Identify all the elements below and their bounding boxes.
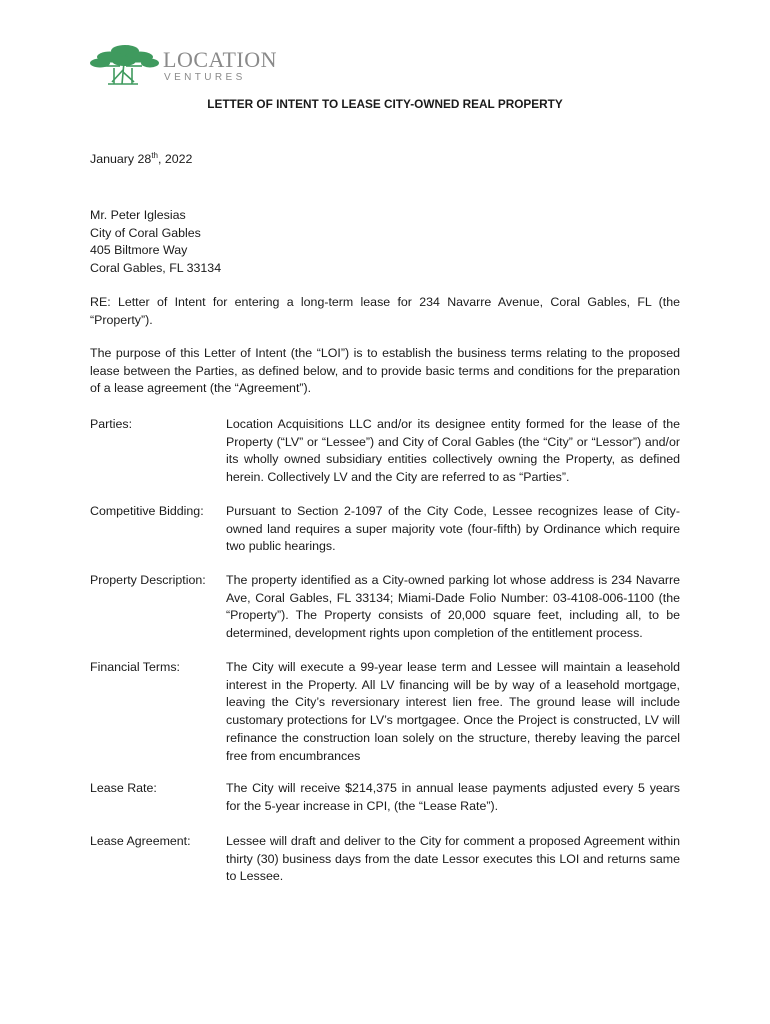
address-line: Coral Gables, FL 33134 bbox=[90, 261, 222, 276]
term-text: Lessee will draft and deliver to the City for comment a proposed Agreement within thirty (30) business days from the date Lessor executes this LOI and returns same to Lessee. bbox=[226, 834, 680, 884]
tree-icon bbox=[90, 42, 160, 87]
term-label: Parties: bbox=[90, 417, 133, 431]
logo-subtitle: VENTURES bbox=[164, 72, 246, 83]
term-label: Property Description: bbox=[90, 573, 206, 587]
term-label: Lease Rate: bbox=[90, 781, 157, 795]
term-label: Financial Terms: bbox=[90, 660, 180, 674]
recipient-address bbox=[90, 207, 221, 278]
letter-date: January 28th, 2022 bbox=[90, 150, 193, 166]
term-text: Pursuant to Section 2-1097 of the City Code, Lessee recognizes lease of City-owned land requires a super majority vote (four-fifth) by Ordinance which require two public hearings. bbox=[226, 504, 680, 554]
address-line: City of Coral Gables bbox=[90, 225, 201, 240]
term-text: The City will execute a 99-year lease term and Lessee will maintain a leasehold interest in the Property. All LV financing will be by way of a leasehold mortgage, leaving the City’s reversionary interest lien free. The ground lease will include customary protections for LV’s mortgagee. Once the Project is constructed, LV will refinance the construction loan solely on the structure, thereby leaving the parcel free from encumbrances bbox=[226, 660, 680, 763]
purpose-paragraph: The purpose of this Letter of Intent (the “LOI”) is to establish the business terms relating to the proposed lease between the Parties, as defined below, and to provide basic terms and conditions for the preparation of a lease agreement (the “Agreement”). bbox=[90, 346, 680, 396]
document-title: LETTER OF INTENT TO LEASE CITY-OWNED REAL PROPERTY bbox=[207, 97, 563, 111]
company-logo bbox=[90, 42, 290, 87]
re-line: RE: Letter of Intent for entering a long-term lease for 234 Navarre Avenue, Coral Gables, FL (the “Property”). bbox=[90, 295, 680, 327]
term-text: The property identified as a City-owned parking lot whose address is 234 Navarre Ave, Coral Gables, FL 33134; Miami-Dade Folio Number: 03-4108-006-1100 (the “Property”). The Property consists of 20,000 square feet, including all, to be determined, development rights upon completion of the entitlement process. bbox=[226, 573, 680, 641]
term-label: Competitive Bidding: bbox=[90, 504, 204, 518]
term-label: Lease Agreement: bbox=[90, 834, 191, 848]
term-text: The City will receive $214,375 in annual lease payments adjusted every 5 years for the 5-year increase in CPI, (the “Lease Rate”). bbox=[226, 781, 680, 813]
term-text: Location Acquisitions LLC and/or its designee entity formed for the lease of the Property (“LV” or “Lessee”) and City of Coral Gables (the “City” or “Lessor”) and/or its wholly owned subsidiary entities collectively owning the Property, as defined herein. Collectively LV and the City are referred to as “Parties”. bbox=[226, 417, 680, 485]
address-line: 405 Biltmore Way bbox=[90, 243, 188, 258]
logo-wordmark: LOCATION bbox=[163, 47, 277, 72]
address-line: Mr. Peter Iglesias bbox=[90, 208, 186, 222]
